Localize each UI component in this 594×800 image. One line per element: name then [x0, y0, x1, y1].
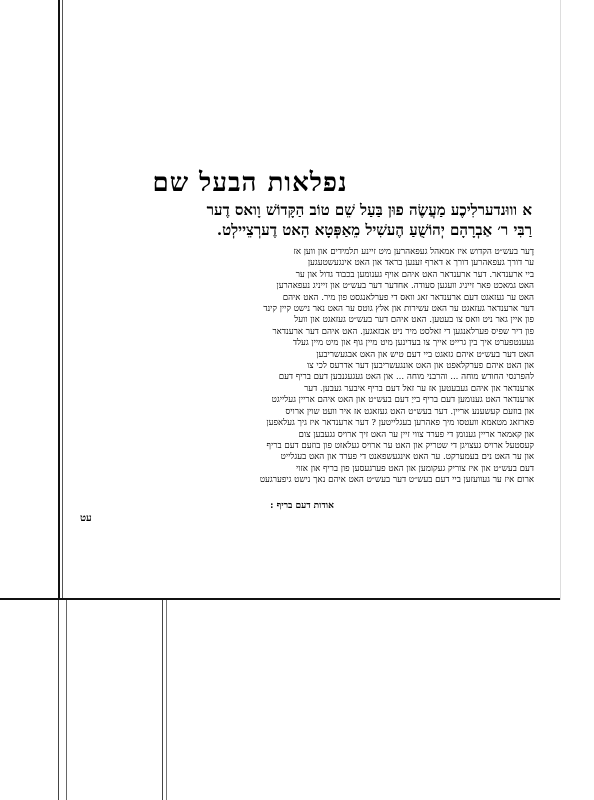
body-paragraph	[70, 247, 534, 487]
scan-edge-right	[162, 600, 163, 800]
body-line: להפרנסי החודש מוחה ... והרבני מוחה ... און האט געגעגנבען דעם בריף דעם	[278, 372, 534, 383]
document-subtitle	[72, 200, 532, 240]
scan-edge-left-inner	[66, 600, 67, 800]
body-line: דעם בעש״ט און איז צוריק געקומען און האט פערגעסען פון בריף און אזוי	[295, 463, 534, 474]
body-line: און בוזעם קעשענע אריין. דער בעש״ט האט געזאגט אז איר וועט שוין ארויס	[285, 406, 534, 417]
body-line: פון איין גאר ניט וואס צו בעטען. האט איהם דער בעש״ט געזאגט און וועל	[294, 315, 534, 326]
body-line: פארזאג מטאמא וועטסו מיך פאהרען בעגלייטען ? דער ארענדאר איז גיך געלאפען	[266, 418, 534, 429]
body-line: קעסטעל ארויס געצויגן די שטריק און האט ער ארויס געלאזט פון בוזעם דעם בריף	[266, 440, 534, 451]
body-line: ארענדאר האט גענומען דעם בריף בייַ דעם בעש״ט און האט איהם אריין געלייגט	[271, 395, 534, 406]
body-line: ביי ארענדאר. דער ארענדאר האט איהם אויף גענומען בכבוד גדול און ער	[295, 269, 534, 280]
body-line: דער ארענדאר געזאגט ער האט עשירות און אלץ גוטס ער האט נאר נישט קיין קינד	[263, 304, 534, 315]
body-line: און קאמאר אריין גענומן די פערד צווי זיין ער האט זיך ארויס גגעבען צום	[298, 429, 534, 440]
body-line: געענטפערט איך בין גרייט אייך צו בעדינען מיט מיין גוף און מיט מיין געלד	[292, 338, 534, 349]
body-line: האט ער געזאגט דעם ארענדאר זאג וואס די פערלאנגסט פון מיר. האט איהם	[282, 292, 534, 303]
body-line: האט דער בעש״ט איהם גזאגט ביי דעם טיש און האט אבגעשריבען	[316, 349, 534, 360]
binding-edge-inner	[62, 0, 63, 600]
body-line: האט גמאכט פאר זייניג וועגען סעודה. אחדער דער בעש״ט און זייניג נעפאהרען	[276, 281, 534, 292]
body-line: פון דיר שפיס פערלאנגען די זאלסט מיר ניט אבזאגען. האט איהם דער ארענדאר	[272, 326, 534, 337]
scan-edge-right-inner	[166, 600, 167, 800]
body-line: און ער האט נים בעמערקט. ער האט אינגעשפאנט די פערד און האט בעגלייט	[280, 452, 534, 463]
page-edge-right	[560, 0, 561, 600]
body-line: ארום איז ער געוועזען ביי דעם בעש״ט דער בעש״ט האט איהם נאך נישט גיפערגעט	[259, 475, 534, 486]
body-line: און האט איהם פערקלאפט און האט אונגעשריבען דער אדרעס לכי צו	[306, 361, 534, 372]
scan-edge-left	[58, 600, 59, 800]
page-bottom-edge	[0, 598, 560, 600]
binding-edge	[58, 0, 60, 600]
subtitle-line: א וווּנדערלִיכֶע מַעֲשֶׂה פוּן בַּעַל שֵׁם טוֹב הַקָּדוֹשׁ וָואס דֶער	[206, 201, 532, 219]
body-line: ארענדאר און איהם געבעטען אז ער זאל דעם בריף איבער געבען. דער	[304, 383, 534, 394]
document-title: נפלאות הבעל שם	[152, 168, 348, 198]
subtitle-line: רַבִּי ר׳ אַבְרָהָם יְהוֹשֻׁעַ הֶעשִׁיל מֵאַפְּטָא הָאט דֶערְצֵיילְט.	[216, 221, 532, 239]
body-line: ער דורך געפאהרען דורך א דארף זענען בראד און האט אינגעשטעגען	[307, 258, 534, 269]
closing-line: אודות דעם בריף :	[270, 501, 334, 511]
body-line: דֶער בעש״ט הקדוש איז אמאהל געפאהרען מיט זיינע תלמידים און ווען אז	[293, 247, 534, 257]
page-mark: עט	[80, 513, 92, 524]
